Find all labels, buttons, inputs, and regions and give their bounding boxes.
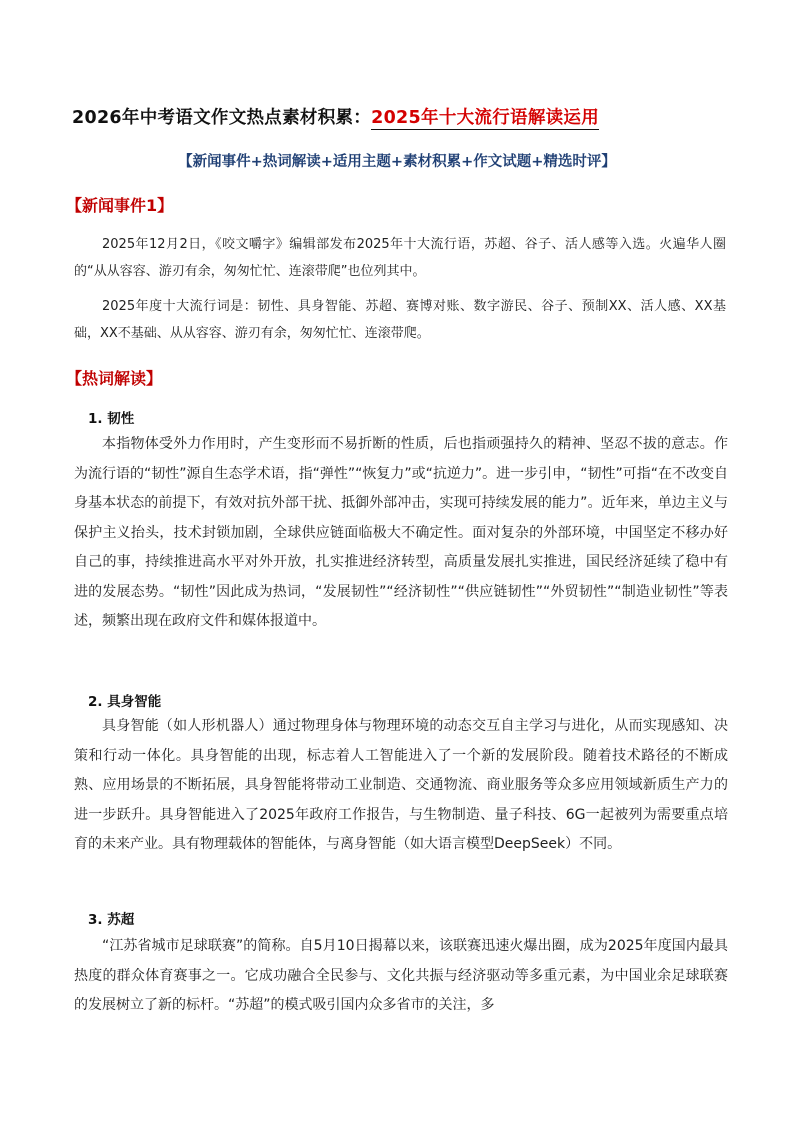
title-main: 2026年中考语文作文热点素材积累：: [72, 108, 372, 128]
hotword-heading: 【热词解读】: [66, 369, 163, 388]
hotword-item-2-text: 具身智能（如人形机器人）通过物理身体与物理环境的动态交互自主学习与进化，从而实现感知、决策和行动一体化。具身智能的出现，标志着人工智能进入了一个新的发展阶段。随着技术路径的不断成熟、应用场景的不断拓展，具身智能将带动工业制造、交通物流、商业服务等众多应用领域新质生产力的进一步跃升。具身智能进入了2025年政府工作报告，与生物制造、量子科技、6G一起被列为需要重点培育的未来产业。具有物理载体的智能体，与离身智能（如大语言模型DeepSeek）不同。: [74, 718, 728, 852]
hotword-item-3-text: “江苏省城市足球联赛”的简称。自5月10日揭幕以来，该联赛迅速火爆出圈，成为2025年度国内最具热度的群众体育赛事之一。它成功融合全民参与、文化共振与经济驱动等多重元素，为中国业余足球联赛的发展树立了新的标杆。“苏超”的模式吸引国内众多省市的关注，多: [74, 938, 728, 1013]
hotword-item-1-title: 1. 韧性: [88, 411, 135, 427]
news-event-paragraph-1: 2025年12月2日，《咬文嚼字》编辑部发布2025年十大流行语，苏超、谷子、活人感等入选。火遍华人圈的“从从容容、游刃有余，匆匆忙忙、连滚带爬”也位列其中。: [74, 237, 726, 279]
news-event-heading: 【新闻事件1】: [66, 196, 174, 215]
hotword-item-3-title: 3. 苏超: [88, 912, 135, 928]
title-highlight: 2025年十大流行语解读运用: [371, 108, 600, 128]
document-title: [72, 104, 732, 129]
hotword-item-2-title: 2. 具身智能: [88, 694, 162, 710]
document-subtitle: 【新闻事件+热词解读+适用主题+素材积累+作文试题+精选时评】: [178, 154, 616, 170]
hotword-item-1-text: 本指物体受外力作用时，产生变形而不易折断的性质，后也指顽强持久的精神、坚忍不拔的意志。作为流行语的“韧性”源自生态学术语，指“弹性”“恢复力”或“抗逆力”。进一步引申，“韧性”可指“在不改变自身基本状态的前提下，有效对抗外部干扰、抵御外部冲击，实现可持续发展的能力”。近年来，单边主义与保护主义抬头，技术封锁加剧，全球供应链面临极大不确定性。面对复杂的外部环境，中国坚定不移办好自己的事，持续推进高水平对外开放，扎实推进经济转型，高质量发展扎实推进，国民经济延续了稳中有进的发展态势。“韧性”因此成为热词，“发展韧性”“经济韧性”“供应链韧性”“外贸韧性”“制造业韧性”等表述，频繁出现在政府文件和媒体报道中。: [74, 436, 728, 629]
news-event-paragraph-2: 2025年度十大流行词是：韧性、具身智能、苏超、赛博对账、数字游民、谷子、预制XX、活人感、XX基础，XX不基础、从从容容、游刃有余，匆匆忙忙、连滚带爬。: [74, 299, 726, 341]
